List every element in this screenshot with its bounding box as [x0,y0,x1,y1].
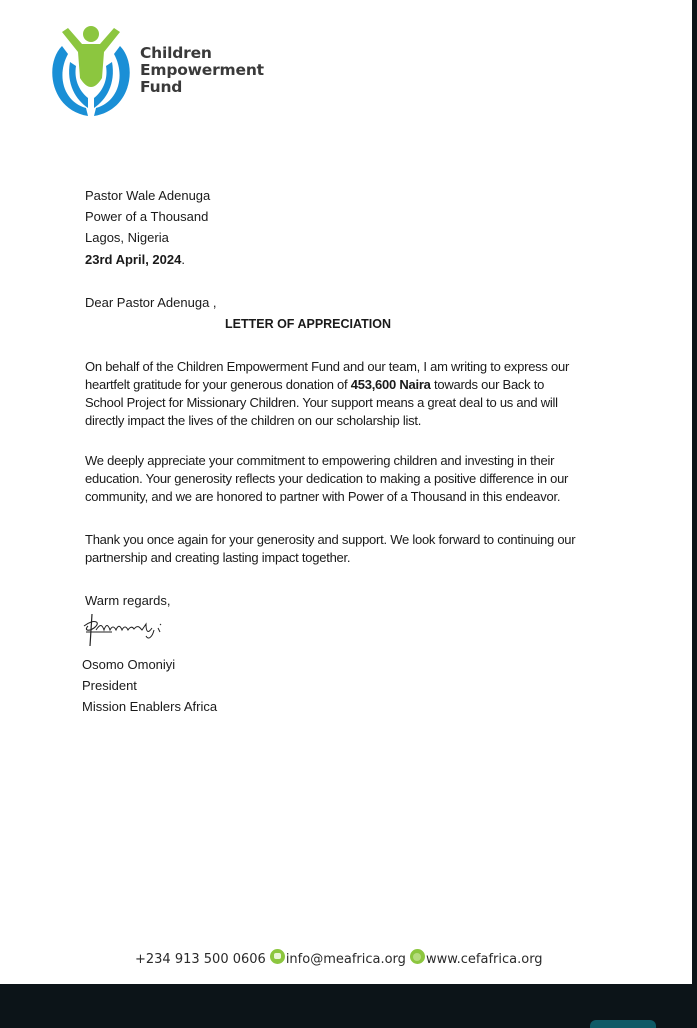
recipient-location: Lagos, Nigeria [85,230,169,245]
email-icon [270,949,285,964]
body-line: community, and we are honored to partner with Power of a Thousand in this endeavor. [85,489,561,504]
footer-website: www.cefafrica.org [425,952,543,967]
org-name [140,45,264,96]
signer-title: President [82,678,137,693]
body-line: education. Your generosity reflects your dedication to making a positive difference in our [85,471,569,486]
signature-image [82,612,168,648]
date-suffix: . [181,252,185,267]
footer-email: info@meafrica.org [285,952,406,967]
body-text: heartfelt gratitude for your generous donation of [85,377,351,392]
body-line: directly impact the lives of the children on our scholarship list. [85,413,422,428]
letter-subject: LETTER OF APPRECIATION [225,317,391,331]
letter-date [85,250,185,271]
date-value: 23rd April, 2024 [85,252,182,267]
cef-logo-icon [48,24,134,124]
letter-footer [135,952,543,967]
letterhead-logo [48,24,268,124]
globe-icon [410,949,425,964]
body-line: We deeply appreciate your commitment to empowering children and investing in their [85,453,555,468]
signer-organization: Mission Enablers Africa [82,699,218,714]
org-name-line: Empowerment [140,61,264,79]
footer-phone: +234 913 500 0606 [135,952,266,967]
org-name-line: Children [140,44,212,62]
signer-name: Osomo Omoniyi [82,657,176,672]
body-line: Thank you once again for your generosity and support. We look forward to continuing our [85,532,576,547]
bottom-handle[interactable] [590,1020,656,1028]
donation-amount: 453,600 Naira [350,377,431,392]
body-line: On behalf of the Children Empowerment Fund and our team, I am writing to express our [85,359,570,374]
org-name-line: Fund [140,78,183,96]
recipient-name: Pastor Wale Adenuga [85,188,211,203]
body-line: partnership and creating lasting impact together. [85,550,351,565]
valediction: Warm regards, [85,593,171,608]
body-text: towards our Back to [430,377,545,392]
recipient-organization: Power of a Thousand [85,209,209,224]
salutation: Dear Pastor Adenuga , [85,295,217,310]
body-line: School Project for Missionary Children. Your support means a great deal to us and will [85,395,558,410]
